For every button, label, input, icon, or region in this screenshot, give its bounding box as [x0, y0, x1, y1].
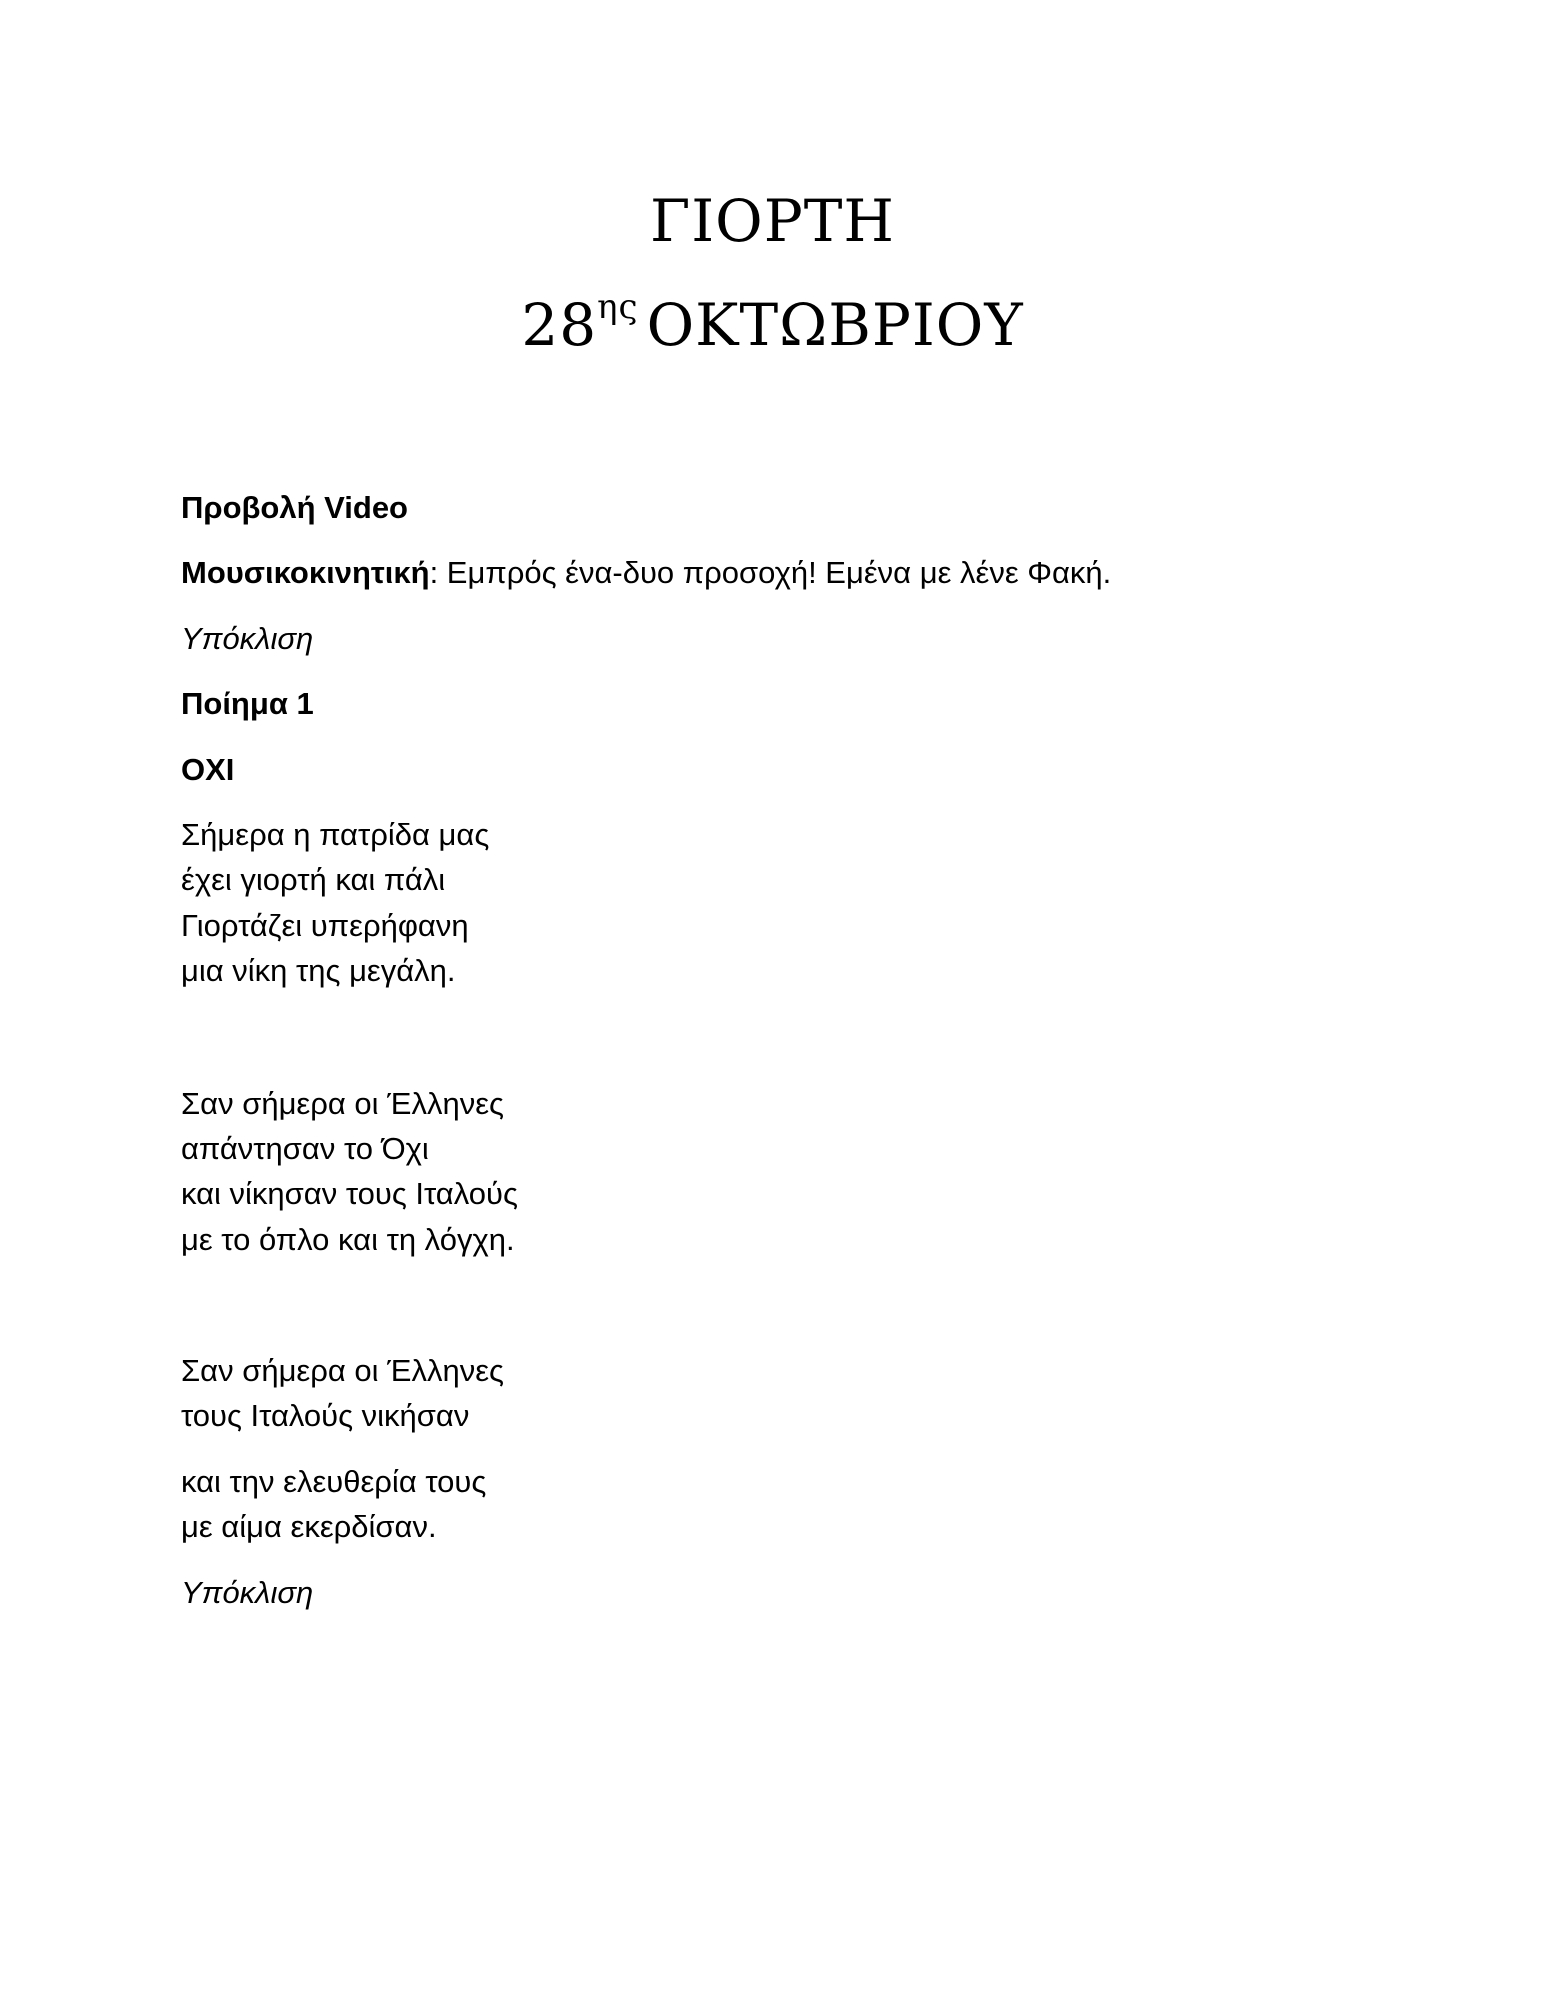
- poem-line: Σήμερα η πατρίδα μας: [181, 817, 490, 852]
- poem-line: και νίκησαν τους Ιταλούς: [181, 1176, 518, 1211]
- music-line: [181, 557, 1111, 588]
- poem-line: μια νίκη της μεγάλη.: [181, 953, 456, 988]
- title-month: ΟΚΤΩΒΡΙΟΥ: [646, 291, 1024, 359]
- poem-line: με αίμα εκερδίσαν.: [181, 1509, 437, 1544]
- bow-direction-1: Υπόκλιση: [181, 621, 314, 656]
- title-date-superscript: ης: [597, 287, 639, 327]
- poem-line: Γιορτάζει υπερήφανη: [181, 908, 469, 943]
- page-subtitle: [0, 287, 1545, 359]
- page-title: [0, 187, 1545, 255]
- bow-direction-2: Υπόκλιση: [181, 1575, 314, 1610]
- poem-title: ΟΧΙ: [181, 752, 235, 787]
- music-label: Μουσικοκινητική: [181, 555, 430, 590]
- poem-line: τους Ιταλούς νικήσαν: [181, 1398, 470, 1433]
- poem-line: έχει γιορτή και πάλι: [181, 862, 446, 897]
- poem-line: απάντησαν το Όχι: [181, 1131, 429, 1166]
- video-heading: Προβολή Video: [181, 490, 408, 525]
- poem-line: Σαν σήμερα οι Έλληνες: [181, 1353, 504, 1388]
- poem-line: με το όπλο και τη λόγχη.: [181, 1222, 515, 1257]
- music-text: : Εμπρός ένα-δυο προσοχή! Εμένα με λένε Φακή.: [429, 555, 1112, 590]
- poem-line: και την ελευθερία τους: [181, 1464, 487, 1499]
- title-date-number: 28: [521, 291, 598, 359]
- poem-line: Σαν σήμερα οι Έλληνες: [181, 1086, 504, 1121]
- title-line-1: ΓΙΟΡΤΗ: [650, 187, 895, 255]
- poem-heading: Ποίημα 1: [181, 686, 314, 721]
